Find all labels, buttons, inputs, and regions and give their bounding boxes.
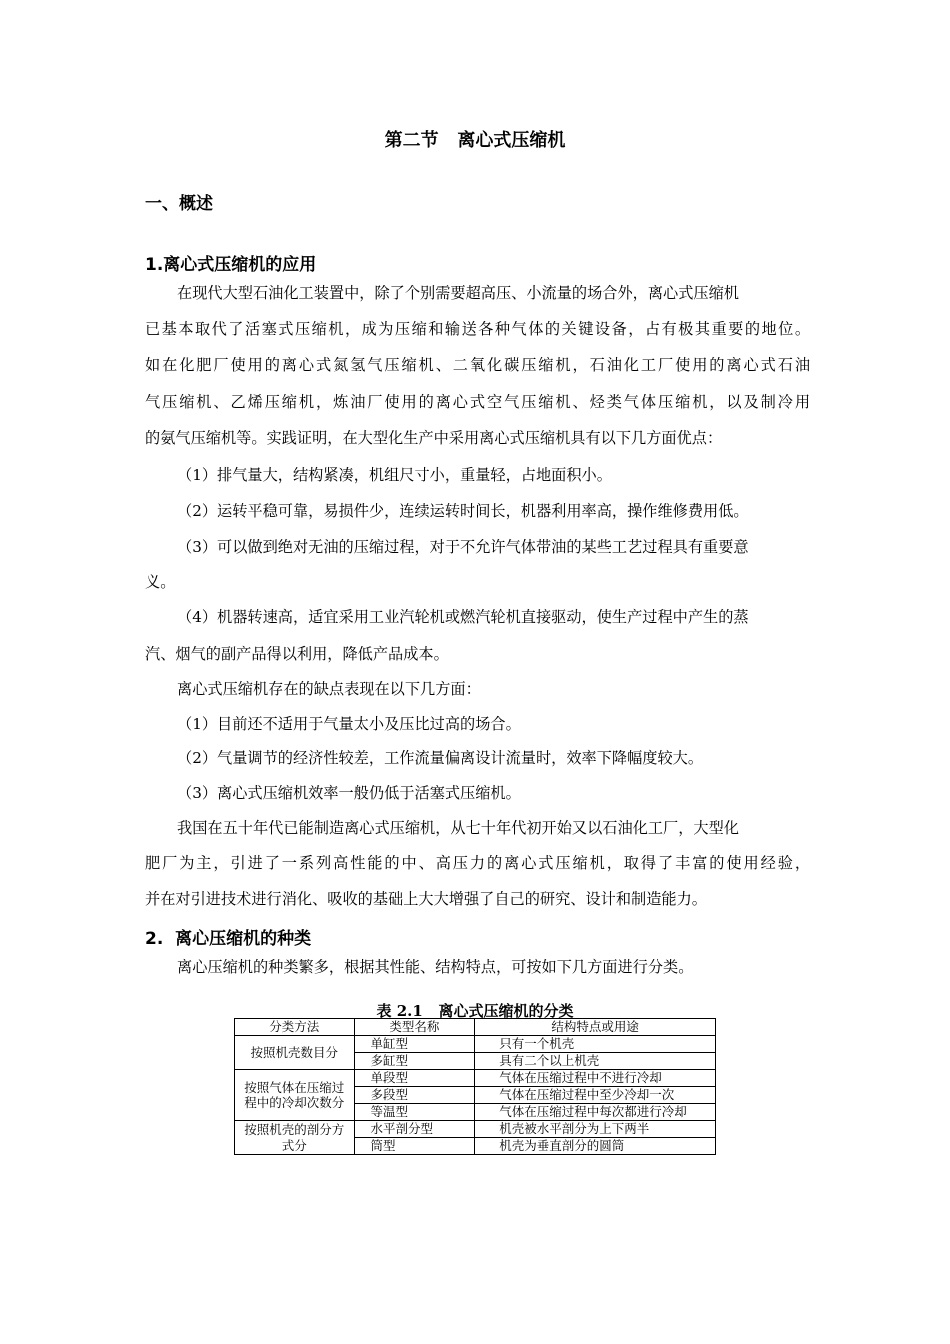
table-type-cell: 多段型 — [354, 1087, 475, 1104]
paragraph-line: 已基本取代了活塞式压缩机，成为压缩和输送各种气体的关键设备，占有极其重要的地位。 — [145, 320, 810, 338]
table-method-cell: 按照气体在压缩过程中的冷却次数分 — [235, 1070, 355, 1121]
paragraph-line: 如在化肥厂使用的离心式氮氢气压缩机、二氧化碳压缩机，石油化工厂使用的离心式石油 — [145, 356, 810, 374]
paragraph-line: （3）可以做到绝对无油的压缩过程，对于不允许气体带油的某些工艺过程具有重要意 — [177, 538, 749, 556]
paragraph-line: 在现代大型石油化工装置中，除了个别需要超高压、小流量的场合外，离心式压缩机 — [177, 284, 739, 302]
table-type-cell: 等温型 — [354, 1104, 475, 1121]
paragraph-line: 肥厂为主，引进了一系列高性能的中、高压力的离心式压缩机，取得了丰富的使用经验， — [145, 854, 810, 872]
table-feature-cell: 机壳为垂直剖分的圆筒 — [475, 1138, 716, 1155]
paragraph-line: 的氨气压缩机等。实践证明，在大型化生产中采用离心式压缩机具有以下几方面优点： — [145, 429, 723, 447]
table-feature-cell: 具有二个以上机壳 — [475, 1053, 716, 1070]
table-type-cell: 多缸型 — [354, 1053, 475, 1070]
paragraph-line: （4）机器转速高，适宜采用工业汽轮机或燃汽轮机直接驱动，使生产过程中产生的蒸 — [177, 608, 749, 626]
classification-table — [234, 1018, 716, 1155]
paragraph-line: 气压缩机、乙烯压缩机，炼油厂使用的离心式空气压缩机、烃类气体压缩机，以及制冷用 — [145, 393, 810, 411]
paragraph-line: 我国在五十年代已能制造离心式压缩机，从七十年代初开始又以石油化工厂，大型化 — [177, 819, 739, 837]
paragraph-line: （2）运转平稳可靠，易损件少，连续运转时间长，机器利用率高，操作维修费用低。 — [177, 502, 749, 520]
table-feature-cell: 气体在压缩过程中至少冷却一次 — [475, 1087, 716, 1104]
paragraph-line: （3）离心式压缩机效率一般仍低于活塞式压缩机。 — [177, 784, 521, 802]
table-feature-cell: 只有一个机壳 — [475, 1036, 716, 1053]
table-row — [235, 1121, 716, 1138]
table-header-row — [235, 1019, 716, 1036]
paragraph-line: （2）气量调节的经济性较差，工作流量偏离设计流量时，效率下降幅度较大。 — [177, 749, 704, 767]
paragraph-line: （1）目前还不适用于气量太小及压比过高的场合。 — [177, 715, 521, 733]
heading-overview: 一、概述 — [145, 194, 213, 214]
paragraph-line: 并在对引进技术进行消化、吸收的基础上大大增强了自己的研究、设计和制造能力。 — [145, 890, 707, 908]
paragraph-line: 汽、烟气的副产品得以利用，降低产品成本。 — [145, 645, 449, 663]
subsection-application-heading: 1.离心式压缩机的应用 — [145, 255, 317, 275]
subsection-types-heading: 2. 离心压缩机的种类 — [145, 929, 312, 949]
table-method-cell: 按照机壳数目分 — [235, 1036, 355, 1070]
table-feature-cell: 气体在压缩过程中不进行冷却 — [475, 1070, 716, 1087]
table-type-cell: 筒型 — [354, 1138, 475, 1155]
table-row — [235, 1070, 716, 1087]
paragraph-line: 义。 — [145, 573, 176, 591]
table-row — [235, 1036, 716, 1053]
table-type-cell: 单缸型 — [354, 1036, 475, 1053]
table-header-cell: 类型名称 — [354, 1019, 475, 1036]
paragraph-line: （1）排气量大，结构紧凑，机组尺寸小，重量轻，占地面积小。 — [177, 466, 612, 484]
paragraph-types-intro: 离心压缩机的种类繁多，根据其性能、结构特点，可按如下几方面进行分类。 — [177, 958, 694, 976]
paragraph-line: 离心式压缩机存在的缺点表现在以下几方面： — [177, 680, 481, 698]
table-feature-cell: 气体在压缩过程中每次都进行冷却 — [475, 1104, 716, 1121]
table-caption: 表 2.1 离心式压缩机的分类 — [376, 1002, 574, 1020]
table-feature-cell: 机壳被水平剖分为上下两半 — [475, 1121, 716, 1138]
section-title: 第二节 离心式压缩机 — [384, 130, 566, 151]
table-method-cell: 按照机壳的剖分方式分 — [235, 1121, 355, 1155]
table-header-cell: 结构特点或用途 — [475, 1019, 716, 1036]
table-header-cell: 分类方法 — [235, 1019, 355, 1036]
table-type-cell: 水平剖分型 — [354, 1121, 475, 1138]
table-type-cell: 单段型 — [354, 1070, 475, 1087]
